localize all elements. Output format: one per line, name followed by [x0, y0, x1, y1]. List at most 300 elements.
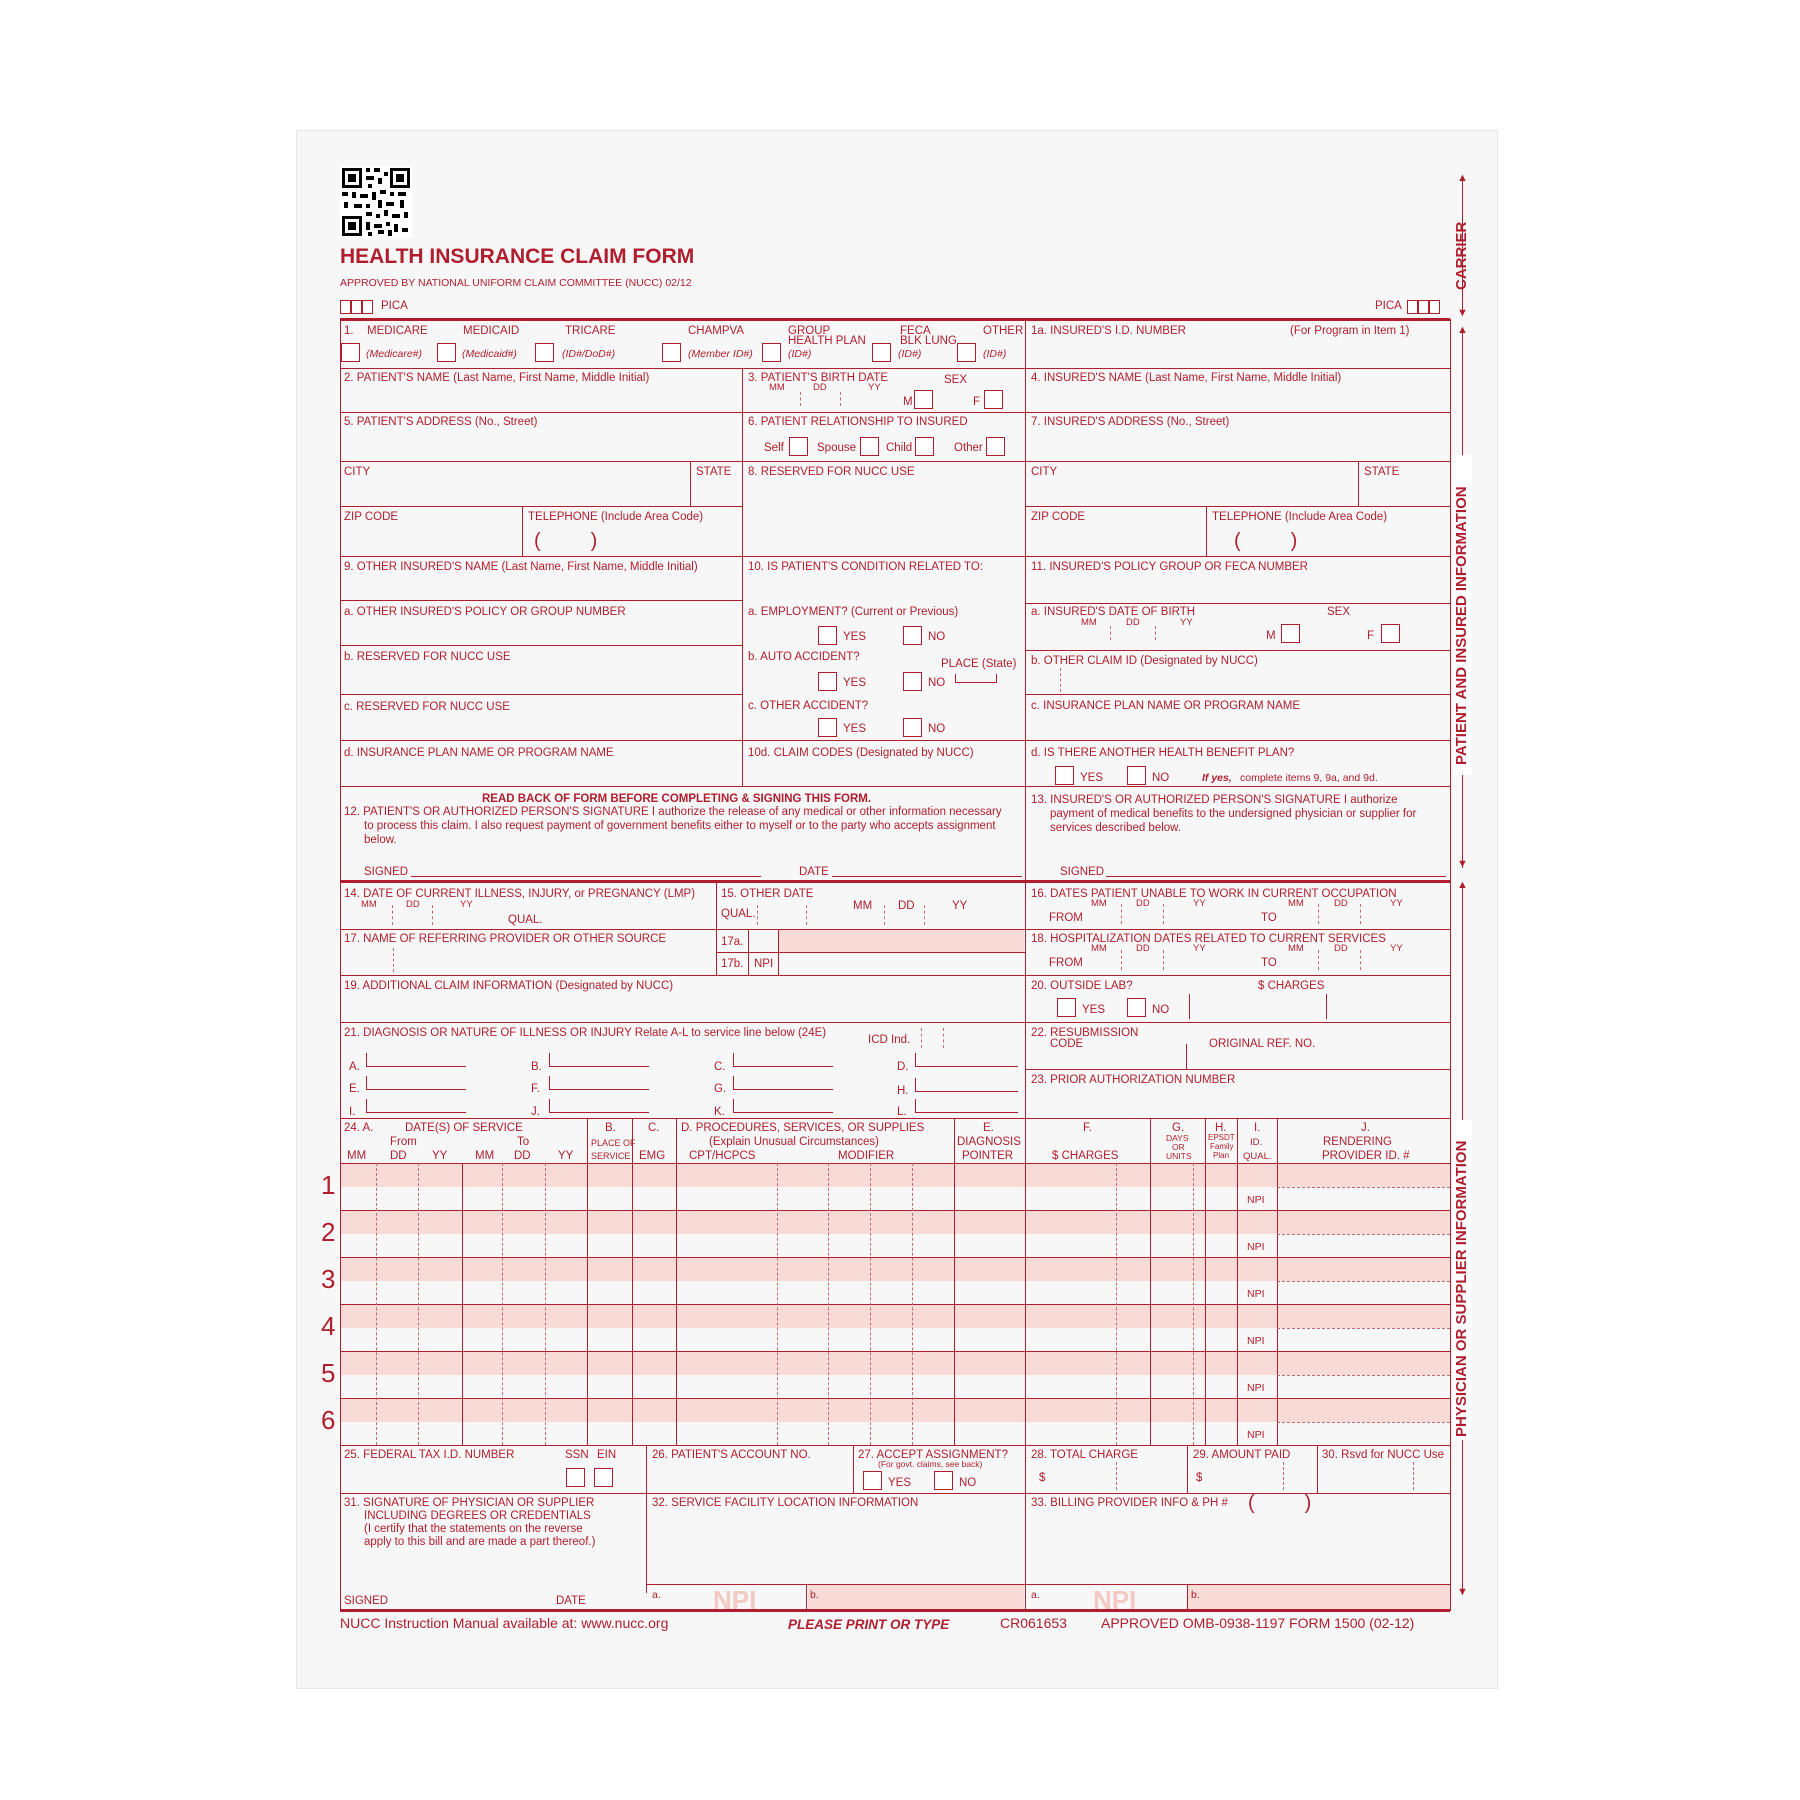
mm-label: MM: [769, 382, 785, 393]
city-label: CITY: [344, 466, 371, 478]
field-32b-label: b.: [810, 1589, 819, 1601]
or-label: OR: [1172, 1142, 1185, 1152]
dash-sep-h: [1277, 1281, 1450, 1282]
dash-sep: [1283, 1462, 1284, 1490]
to-label-16: TO: [1261, 912, 1277, 924]
employment-no-checkbox[interactable]: [903, 626, 922, 645]
date-label-31: DATE: [556, 1595, 586, 1607]
another-plan-no-checkbox[interactable]: [1127, 766, 1146, 785]
sig13-line1: 13. INSURED'S OR AUTHORIZED PERSON'S SIGNATURE I authorize: [1031, 794, 1398, 806]
charges-20-label: $ CHARGES: [1258, 980, 1325, 992]
dash-sep-h: [1277, 1187, 1450, 1188]
condition-related-label: 10. IS PATIENT'S CONDITION RELATED TO:: [748, 561, 984, 573]
employment-label: a. EMPLOYMENT? (Current or Previous): [748, 606, 959, 618]
accept-no-label: NO: [959, 1477, 977, 1489]
e-label: E.: [983, 1122, 994, 1134]
days-label: DAYS: [1166, 1133, 1189, 1143]
col-divider: [1277, 1163, 1278, 1445]
insured-city-label: CITY: [1031, 466, 1058, 478]
form-title: HEALTH INSURANCE CLAIM FORM: [340, 245, 695, 268]
insurance-plan-label: c. INSURANCE PLAN NAME OR PROGRAM NAME: [1031, 700, 1301, 712]
col-divider: [1317, 1445, 1318, 1493]
top-rule: [340, 318, 1450, 321]
date-sep: [1155, 626, 1156, 640]
relationship-label: 6. PATIENT RELATIONSHIP TO INSURED: [748, 416, 968, 428]
diagnosis-label: 21. DIAGNOSIS OR NATURE OF ILLNESS OR INJURY Relate A-L to service line below (24E): [344, 1027, 827, 1039]
dash-sep-h: [1277, 1328, 1450, 1329]
col-divider: [954, 1163, 955, 1445]
nucc-manual-link[interactable]: NUCC Instruction Manual available at: www.nucc.org: [340, 1615, 669, 1631]
telephone-label: TELEPHONE (Include Area Code): [528, 511, 704, 523]
yy-label-24: YY: [432, 1150, 448, 1162]
state-divider: [690, 461, 691, 506]
side-label-patient: PATIENT AND INSURED INFORMATION: [1453, 486, 1470, 765]
diag-a-field[interactable]: [366, 1053, 466, 1067]
sex-m-checkbox[interactable]: [914, 390, 933, 409]
auto-yes-checkbox[interactable]: [818, 672, 837, 691]
insured-telephone-parens: ( ): [1234, 530, 1298, 552]
line-6-shade: [341, 1399, 1450, 1422]
diag-j-label: J.: [531, 1106, 540, 1118]
ifyes-label: If yes,: [1202, 772, 1232, 784]
insured-zip-label: ZIP CODE: [1031, 511, 1086, 523]
npi-line-5: NPI: [1247, 1382, 1265, 1394]
other-claim-id-label: b. OTHER CLAIM ID (Designated by NUCC): [1031, 655, 1258, 667]
from-label-18: FROM: [1049, 957, 1083, 969]
qual-label-15: QUAL.: [721, 908, 756, 920]
mm-label: MM: [1091, 943, 1107, 954]
auto-yes-label: YES: [843, 677, 867, 689]
other-acc-no-checkbox[interactable]: [903, 718, 922, 737]
form-code: CR061653: [1000, 1615, 1067, 1631]
col-divider: [1150, 1163, 1151, 1445]
col-divider: [1187, 1445, 1188, 1493]
pica-box-right-2[interactable]: [1418, 300, 1429, 314]
col-divider: [587, 1163, 588, 1445]
row-line: [340, 975, 1450, 976]
row-line: [340, 740, 1450, 741]
dd-label: DD: [1136, 898, 1150, 909]
date-sep: [1163, 904, 1164, 924]
row-line: [340, 645, 742, 646]
insured-m-label: M: [1266, 630, 1276, 642]
diag-d-label: D.: [897, 1061, 909, 1073]
diag-k-field[interactable]: [733, 1099, 833, 1113]
resubmission-label: 22. RESUBMISSION: [1031, 1027, 1139, 1039]
dash-sep: [921, 1028, 922, 1048]
date-sep: [884, 905, 885, 925]
label-17a: 17a.: [721, 936, 744, 948]
pointer-label: POINTER: [962, 1150, 1014, 1162]
qual-label-14: QUAL.: [508, 914, 543, 926]
feca-label: FECA: [900, 325, 931, 337]
child-label: Child: [886, 442, 913, 454]
row-line: [340, 461, 1450, 462]
col-divider: [1237, 1118, 1238, 1163]
mm-label-24: MM: [347, 1150, 367, 1162]
other-rel-label: Other: [954, 442, 983, 454]
insured-f-label: F: [1367, 630, 1375, 642]
auto-no-checkbox[interactable]: [903, 672, 922, 691]
date-sep: [432, 905, 433, 925]
c-label: C.: [648, 1122, 660, 1134]
row-line: [340, 1304, 1450, 1305]
program-label: (For Program in Item 1): [1290, 325, 1410, 337]
insured-m-checkbox[interactable]: [1281, 624, 1300, 643]
col-divider: [1237, 1163, 1238, 1445]
pica-box-left-2[interactable]: [351, 300, 362, 314]
col-divider: [1186, 1044, 1187, 1069]
sex-f-label: F: [973, 396, 981, 408]
sig31-line3: (I certify that the statements on the reverse: [364, 1523, 583, 1535]
patient-address-label: 5. PATIENT'S ADDRESS (No., Street): [344, 416, 538, 428]
employment-yes-checkbox[interactable]: [818, 626, 837, 645]
arrow-down-icon: ▼: [1457, 858, 1468, 870]
col-divider: [853, 1445, 854, 1493]
another-plan-label: d. IS THERE ANOTHER HEALTH BENEFIT PLAN?: [1031, 747, 1295, 759]
row-number-6: 6: [321, 1405, 336, 1435]
group-checkbox[interactable]: [762, 343, 781, 362]
col-divider: [676, 1118, 677, 1163]
signed-label-13: SIGNED: [1060, 866, 1105, 878]
sig31-line2: INCLUDING DEGREES OR CREDENTIALS: [364, 1510, 591, 1522]
row-line: [340, 556, 1450, 557]
npi-line-3: NPI: [1247, 1288, 1265, 1300]
diag-d-field[interactable]: [915, 1053, 1018, 1067]
col-divider: [1189, 994, 1190, 1019]
signed-label-12: SIGNED: [364, 866, 409, 878]
sex-label: SEX: [944, 374, 968, 386]
insured-f-checkbox[interactable]: [1381, 624, 1400, 643]
mm-label: MM: [1288, 943, 1304, 954]
col-divider: [1205, 1118, 1206, 1163]
col-divider: [954, 1118, 955, 1163]
lab-yes-label: YES: [1082, 1004, 1106, 1016]
row-line: [1025, 694, 1450, 695]
employment-yes-label: YES: [843, 631, 867, 643]
medicare-label: MEDICARE: [367, 325, 428, 337]
omb-approved: APPROVED OMB-0938-1197 FORM 1500 (02-12): [1101, 1615, 1415, 1631]
dd-label: DD: [406, 899, 420, 910]
row-number-3: 3: [321, 1264, 336, 1294]
lab-no-label: NO: [1152, 1004, 1170, 1016]
medicaid-id: (Medicaid#): [462, 348, 517, 360]
sig31-line1: 31. SIGNATURE OF PHYSICIAN OR SUPPLIER: [344, 1497, 595, 1509]
federal-tax-label: 25. FEDERAL TAX I.D. NUMBER: [344, 1449, 515, 1461]
provider-id-label: PROVIDER ID. #: [1322, 1150, 1410, 1162]
spouse-checkbox[interactable]: [860, 437, 879, 456]
dd-label: DD: [1126, 617, 1140, 628]
pica-box-left-1[interactable]: [340, 300, 351, 314]
reserved-9c-label: c. RESERVED FOR NUCC USE: [344, 701, 510, 713]
col-divider: [1025, 1445, 1026, 1611]
charges-24-label: $ CHARGES: [1052, 1150, 1119, 1162]
row-line: [340, 1351, 1450, 1352]
ssn-label: SSN: [565, 1449, 589, 1461]
col-divider: [632, 1163, 633, 1445]
side-label-physician: PHYSICIAN OR SUPPLIER INFORMATION: [1453, 1140, 1470, 1437]
feca-label-2: BLK LUNG: [900, 335, 957, 347]
date-sep: [1360, 904, 1361, 924]
zip-label: ZIP CODE: [344, 511, 399, 523]
date-sep: [1121, 950, 1122, 970]
yy-label: YY: [1180, 617, 1193, 628]
employment-no-label: NO: [928, 631, 946, 643]
col-divider: [806, 1584, 807, 1610]
b-label: B.: [605, 1122, 616, 1134]
amount-paid-label: 29. AMOUNT PAID: [1193, 1449, 1291, 1461]
reserved-9b-label: b. RESERVED FOR NUCC USE: [344, 651, 511, 663]
yy-label: YY: [1193, 943, 1206, 954]
line-5-shade: [341, 1352, 1450, 1375]
mm-label: MM: [1081, 617, 1097, 628]
date-sep: [757, 905, 758, 925]
npi-line-2: NPI: [1247, 1241, 1265, 1253]
row-number-4: 4: [321, 1311, 336, 1341]
arrow-down-icon: ▼: [1457, 307, 1468, 319]
lab-no-checkbox[interactable]: [1127, 998, 1146, 1017]
sig12-line3: below.: [364, 834, 397, 846]
diag-e-field[interactable]: [366, 1076, 466, 1090]
col-divider: [632, 1118, 633, 1163]
feca-checkbox[interactable]: [872, 343, 891, 362]
diag-i-label: I.: [349, 1106, 356, 1118]
dash-sep: [912, 1163, 913, 1445]
ein-checkbox[interactable]: [594, 1468, 613, 1487]
col-divider: [646, 1445, 647, 1593]
family-label: Family: [1210, 1142, 1234, 1151]
row-line: [340, 368, 1450, 369]
date-sep: [1121, 904, 1122, 924]
col-divider: [1025, 1163, 1026, 1445]
feca-id: (ID#): [898, 348, 922, 360]
diag-g-field[interactable]: [733, 1076, 833, 1090]
dash-sep: [870, 1163, 871, 1445]
signed-label-31: SIGNED: [344, 1595, 389, 1607]
date-sep: [1110, 626, 1111, 640]
diag-i-field[interactable]: [366, 1099, 466, 1113]
resubmission-code-label: CODE: [1050, 1038, 1084, 1050]
field-33b-label: b.: [1191, 1589, 1200, 1601]
epsdt-label: EPSDT: [1208, 1133, 1235, 1142]
dd-label: DD: [1136, 943, 1150, 954]
line-4-shade: [341, 1305, 1450, 1328]
diag-l-label: L.: [897, 1106, 907, 1118]
tricare-checkbox[interactable]: [535, 343, 554, 362]
date-sep: [840, 392, 841, 406]
ssn-checkbox[interactable]: [566, 1468, 585, 1487]
referring-provider-label: 17. NAME OF REFERRING PROVIDER OR OTHER SOURCE: [344, 933, 667, 945]
diag-e-label: E.: [349, 1083, 360, 1095]
col-divider: [587, 1118, 588, 1163]
billing-provider-label: 33. BILLING PROVIDER INFO & PH #: [1031, 1497, 1228, 1509]
medicare-checkbox[interactable]: [341, 343, 360, 362]
mm-label: MM: [1288, 898, 1304, 909]
approved-line: APPROVED BY NATIONAL UNIFORM CLAIM COMMITTEE (NUCC) 02/12: [340, 277, 692, 289]
diag-f-label: F.: [531, 1083, 540, 1095]
rendering-label: RENDERING: [1323, 1136, 1393, 1148]
sig12-line1: 12. PATIENT'S OR AUTHORIZED PERSON'S SIGNATURE I authorize the release of any medical or other information necessary: [344, 806, 1002, 818]
another-plan-yes-label: YES: [1080, 772, 1104, 784]
self-checkbox[interactable]: [789, 437, 808, 456]
pica-right-label: PICA: [1375, 300, 1402, 312]
insured-name-label: 4. INSURED'S NAME (Last Name, First Name, Middle Initial): [1031, 372, 1342, 384]
icd-ind-label: ICD Ind.: [868, 1034, 911, 1046]
row-line: [1025, 1069, 1450, 1070]
dash-sep: [376, 1163, 377, 1445]
col-divider: [1277, 1118, 1278, 1163]
diag-c-field[interactable]: [733, 1053, 833, 1067]
rsvd-nucc-label: 30. Rsvd for NUCC Use: [1322, 1449, 1445, 1461]
insured-id-label: 1a. INSURED'S I.D. NUMBER: [1031, 325, 1186, 337]
row-line: [340, 694, 742, 695]
date-sep: [806, 905, 807, 925]
date-sep: [1360, 950, 1361, 970]
row-line: [340, 1118, 1450, 1119]
to-label-24: To: [517, 1136, 530, 1148]
medicare-id: (Medicare#): [366, 348, 423, 360]
mm-label: MM: [1091, 898, 1107, 909]
sex-f-checkbox[interactable]: [984, 390, 1003, 409]
yy-label: YY: [868, 382, 881, 393]
dd-label: DD: [813, 382, 827, 393]
row-line: [716, 952, 1025, 953]
col-divider: [1205, 1163, 1206, 1445]
sig13-line2: payment of medical benefits to the undersigned physician or supplier for: [1050, 808, 1417, 820]
diag-f-field[interactable]: [549, 1076, 649, 1090]
diag-j-field[interactable]: [549, 1099, 649, 1113]
pica-left-label: PICA: [381, 300, 408, 312]
sig31-line4: apply to this bill and are made a part thereof.): [364, 1536, 596, 1548]
patient-name-label: 2. PATIENT'S NAME (Last Name, First Name, Middle Initial): [344, 372, 650, 384]
pica-box-left-3[interactable]: [362, 300, 373, 314]
row-line: [340, 1398, 1450, 1399]
signature-line-13[interactable]: [1106, 876, 1446, 877]
tricare-label: TRICARE: [565, 325, 616, 337]
other-checkbox[interactable]: [957, 343, 976, 362]
dd-label: DD: [1334, 943, 1348, 954]
f-label: F.: [1083, 1122, 1092, 1134]
from-label-24: From: [390, 1136, 417, 1148]
auto-accident-label: b. AUTO ACCIDENT?: [748, 651, 860, 663]
diag-l-field[interactable]: [915, 1099, 1018, 1113]
explain-label: (Explain Unusual Circumstances): [709, 1136, 880, 1148]
accept-yes-label: YES: [888, 1477, 912, 1489]
champva-checkbox[interactable]: [662, 343, 681, 362]
diag-b-field[interactable]: [549, 1053, 649, 1067]
row-line: [340, 1210, 1450, 1211]
row-number-5: 5: [321, 1358, 336, 1388]
col-divider: [1187, 1584, 1188, 1610]
row-line: [340, 786, 1450, 787]
row-line: [340, 412, 1450, 413]
service-label: SERVICE: [591, 1151, 631, 1161]
additional-info-label: 19. ADDITIONAL CLAIM INFORMATION (Designated by NUCC): [344, 980, 674, 992]
tricare-id: (ID#/DoD#): [562, 348, 616, 360]
diag-g-label: G.: [714, 1083, 727, 1095]
emg-label: EMG: [639, 1150, 666, 1162]
col-divider: [1025, 883, 1026, 1118]
line-2-shade: [341, 1211, 1450, 1234]
date-sep: [1318, 950, 1319, 970]
medicaid-label: MEDICAID: [463, 325, 520, 337]
diag-h-field[interactable]: [915, 1078, 1018, 1092]
yy-label: YY: [952, 900, 968, 912]
dash-sep: [1116, 1462, 1117, 1490]
from-label-16: FROM: [1049, 912, 1083, 924]
row-line: [340, 1257, 1450, 1258]
modifier-label: MODIFIER: [838, 1150, 895, 1162]
spouse-label: Spouse: [817, 442, 857, 454]
dash-sep: [777, 1163, 778, 1445]
claim-codes-label: 10d. CLAIM CODES (Designated by NUCC): [748, 747, 974, 759]
col-divider: [1326, 994, 1327, 1019]
pica-box-right-1[interactable]: [1407, 300, 1418, 314]
child-checkbox[interactable]: [915, 437, 934, 456]
dollar-29: $: [1196, 1472, 1203, 1484]
row-line: [1025, 603, 1450, 604]
date-sep: [924, 905, 925, 925]
accept-no-checkbox[interactable]: [934, 1471, 953, 1490]
line24-num: 24. A.: [344, 1122, 374, 1134]
bottom-rule: [340, 1609, 1450, 1612]
side-label-carrier: CARRIER: [1453, 221, 1470, 290]
champva-label: CHAMPVA: [688, 325, 745, 337]
current-illness-label: 14. DATE OF CURRENT ILLNESS, INJURY, or PREGNANCY (LMP): [344, 888, 696, 900]
yy-label: YY: [460, 899, 473, 910]
dash-sep-h: [1277, 1375, 1450, 1376]
j-label: J.: [1361, 1122, 1370, 1134]
procedures-label: D. PROCEDURES, SERVICES, OR SUPPLIES: [681, 1122, 925, 1134]
dash-sep: [1193, 1163, 1194, 1445]
dash-sep-h: [1277, 1422, 1450, 1423]
insured-sex-label: SEX: [1327, 606, 1351, 618]
date-line-12[interactable]: [832, 876, 1022, 877]
row-line: [340, 600, 742, 601]
field-33a-label: a.: [1031, 1589, 1040, 1601]
yy-label: YY: [1390, 943, 1403, 954]
another-plan-yes-checkbox[interactable]: [1055, 766, 1074, 785]
accept-yes-checkbox[interactable]: [863, 1471, 882, 1490]
other-id: (ID#): [983, 348, 1007, 360]
other-label: OTHER: [983, 325, 1024, 337]
ifyes-instruction: complete items 9, 9a, and 9d.: [1240, 772, 1378, 784]
pica-box-right-3[interactable]: [1429, 300, 1440, 314]
other-rel-checkbox[interactable]: [986, 437, 1005, 456]
tel-divider-right: [1206, 506, 1207, 556]
label-17b: 17b.: [721, 958, 744, 970]
dash-sep: [418, 1163, 419, 1445]
place-state-label: PLACE (State): [941, 658, 1017, 670]
insured-telephone-label: TELEPHONE (Include Area Code): [1212, 511, 1388, 523]
units-label: UNITS: [1166, 1151, 1192, 1161]
dd-label: DD: [1334, 898, 1348, 909]
dash-sep: [1116, 1163, 1117, 1445]
other-acc-yes-checkbox[interactable]: [818, 718, 837, 737]
signature-line-12[interactable]: [411, 876, 761, 877]
mm-label-24b: MM: [475, 1150, 495, 1162]
tel-divider: [522, 506, 523, 556]
ein-label: EIN: [597, 1449, 617, 1461]
total-charge-label: 28. TOTAL CHARGE: [1031, 1449, 1138, 1461]
policy-group-label: 11. INSURED'S POLICY GROUP OR FECA NUMBER: [1031, 561, 1308, 573]
medicaid-checkbox[interactable]: [437, 343, 456, 362]
lab-yes-checkbox[interactable]: [1057, 998, 1076, 1017]
row-line: [1025, 506, 1450, 507]
place-state-field[interactable]: [955, 674, 997, 683]
g-label: G.: [1172, 1122, 1185, 1134]
other-insured-name-label: 9. OTHER INSURED'S NAME (Last Name, First Name, Middle Initial): [344, 561, 698, 573]
